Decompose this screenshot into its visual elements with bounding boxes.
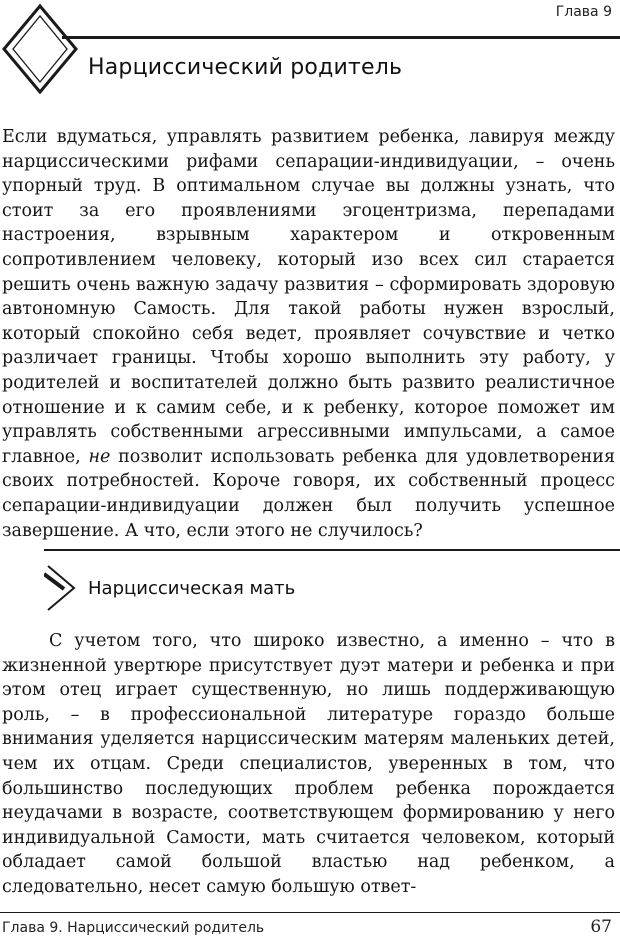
body-paragraph bbox=[2, 125, 615, 543]
emphasis-text: не bbox=[88, 446, 111, 467]
paragraph-text: позволит использовать ребенка для удовлетворения своих потребностей. Короче говоря, их собственный процесс сепарации-индивидуации должен был получить успешное завершение. А что, если этого не случилось? bbox=[2, 446, 615, 541]
page-number: 67 bbox=[590, 917, 612, 937]
body-paragraph: С учетом того, что широко известно, а именно – что в жизненной увертюре присутствует дуэт матери и ребенка и при этом отец играет существенную, но лишь поддерживающую роль, – в профессиональной литературе гораздо больше внимания уделяется нарциссическим матерям маленьких детей, чем их отцам. Среди специалистов, уверенных в том, что большинство последующих проблем ребенка порождается неудачами в возрасте, соответствующем формированию у него индивидуальной Самости, мать считается человеком, который обладает самой большой властью над ребенком, а следовательно, несет самую большую ответ- bbox=[2, 631, 615, 897]
header-rule bbox=[62, 36, 620, 39]
chapter-diamond-icon bbox=[0, 0, 100, 100]
running-head: Глава 9 bbox=[555, 4, 612, 20]
paragraph-text: Если вдуматься, управлять развитием ребенка, лавируя между нарциссическими рифами сепарации-индивидуации, – очень упорный труд. В оптимальном случае вы должны узнать, что стоит за его проявлениями эгоцентризма, перепадами настроения, взрывным характером и откровенным сопротивлением человеку, который изо всех сил старается решить очень важную задачу развития – сформировать здоровую автономную Самость. Для такой работы нужен взрослый, который спокойно себя ведет, проявляет сочувствие и четко различает границы. Чтобы хорошо выполнить эту работу, у родителей и воспитателей должно быть развито реалистичное отношение и к самим себе, и к ребенку, которое поможет им управлять собственными агрессивными импульсами, а самое главное, bbox=[2, 127, 615, 467]
footer-rule bbox=[0, 912, 620, 913]
chapter-title: Нарциссический родитель bbox=[88, 55, 403, 80]
section-chevron-icon bbox=[44, 562, 84, 614]
running-foot: Глава 9. Нарциссический родитель bbox=[2, 920, 265, 936]
section-rule bbox=[44, 549, 620, 551]
section-title: Нарциссическая мать bbox=[88, 578, 296, 599]
